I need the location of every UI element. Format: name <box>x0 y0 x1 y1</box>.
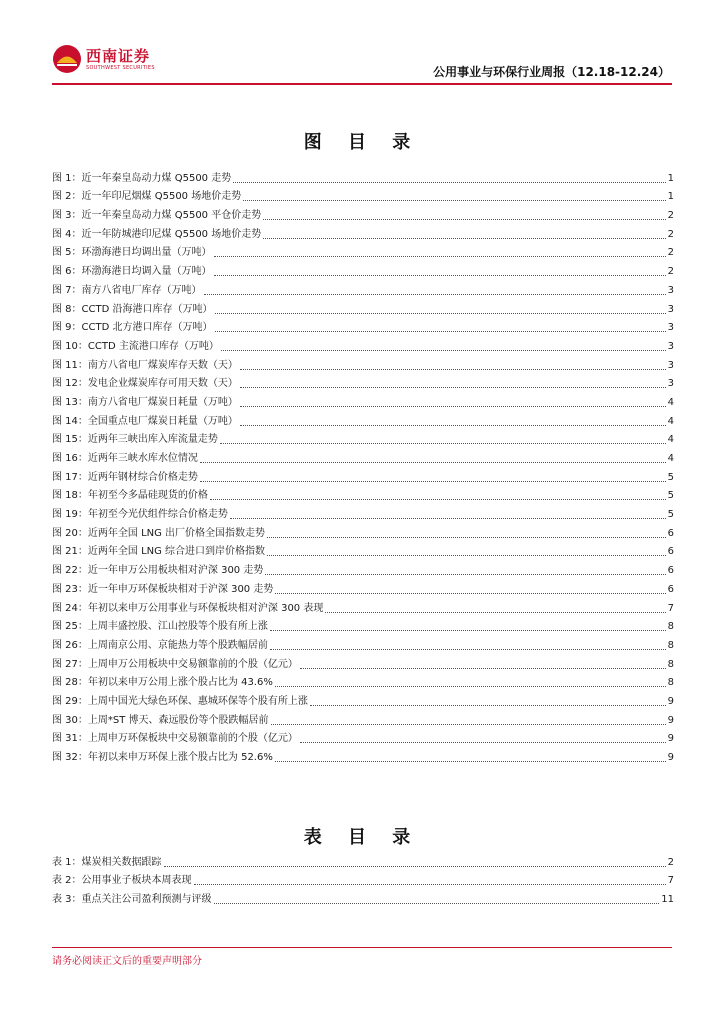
toc-dot-leader <box>240 369 666 370</box>
toc-entry-page: 5 <box>667 490 674 502</box>
toc-dot-leader <box>214 275 666 276</box>
toc-entry-label: 图 26：上周南京公用、京能热力等个股跌幅居前 <box>52 639 268 651</box>
toc-dot-leader <box>275 686 666 687</box>
figure-toc-entry[interactable] <box>52 390 674 409</box>
toc-entry-label: 图 28：年初以来申万公用上涨个股占比为 43.6% <box>52 677 273 689</box>
toc-entry-page: 3 <box>667 359 674 371</box>
table-toc-entry[interactable] <box>52 869 674 888</box>
figure-toc-entry[interactable] <box>52 465 674 484</box>
toc-entry-label: 图 4：近一年防城港印尼煤 Q5500 场地价走势 <box>52 228 262 240</box>
figure-toc-entry[interactable] <box>52 540 674 559</box>
figure-toc-entry[interactable] <box>52 166 674 185</box>
toc-dot-leader <box>240 425 666 426</box>
figure-toc-entry[interactable] <box>52 185 674 204</box>
toc-dot-leader <box>240 406 666 407</box>
toc-entry-label: 表 1：煤炭相关数据跟踪 <box>52 856 162 868</box>
toc-entry-page: 6 <box>667 565 674 577</box>
toc-dot-leader <box>215 331 666 332</box>
toc-entry-label: 图 10：CCTD 主流港口库存（万吨） <box>52 340 219 352</box>
figure-toc-entry[interactable] <box>52 372 674 391</box>
logo-english-name: SOUTHWEST SECURITIES <box>86 65 155 71</box>
figure-toc-entry[interactable] <box>52 446 674 465</box>
toc-dot-leader <box>215 313 666 314</box>
figure-toc-entry[interactable] <box>52 428 674 447</box>
toc-entry-page: 2 <box>667 856 674 868</box>
page-header <box>52 40 672 82</box>
toc-entry-page: 3 <box>667 378 674 390</box>
toc-entry-page: 4 <box>667 396 674 408</box>
figure-toc-entry[interactable] <box>52 203 674 222</box>
toc-dot-leader <box>200 481 666 482</box>
toc-entry-page: 7 <box>667 602 674 614</box>
footer-disclaimer: 请务必阅读正文后的重要声明部分 <box>52 956 202 967</box>
toc-entry-label: 图 14：全国重点电厂煤炭日耗量（万吨） <box>52 415 238 427</box>
figure-toc-entry[interactable] <box>52 558 674 577</box>
toc-entry-label: 图 23：近一年申万环保板块相对于沪深 300 走势 <box>52 583 274 595</box>
toc-dot-leader <box>230 518 666 519</box>
figure-toc-entry[interactable] <box>52 334 674 353</box>
toc-dot-leader <box>263 238 665 239</box>
toc-entry-label: 图 27：上周申万公用板块中交易额靠前的个股（亿元） <box>52 658 298 670</box>
toc-entry-page: 9 <box>667 733 674 745</box>
toc-entry-label: 图 24：年初以来申万公用事业与环保板块相对沪深 300 表现 <box>52 602 324 614</box>
toc-entry-label: 图 1：近一年秦皇岛动力煤 Q5500 走势 <box>52 172 232 184</box>
logo-chinese-name: 西南证券 <box>86 47 151 65</box>
figure-toc-entry[interactable] <box>52 615 674 634</box>
figure-toc-entry[interactable] <box>52 502 674 521</box>
toc-entry-page: 8 <box>667 677 674 689</box>
toc-entry-page: 2 <box>667 210 674 222</box>
toc-entry-label: 图 30：上周*ST 博天、森远股份等个股跌幅居前 <box>52 714 269 726</box>
toc-dot-leader <box>265 574 665 575</box>
figure-toc-entry[interactable] <box>52 577 674 596</box>
toc-entry-label: 图 32：年初以来申万环保上涨个股占比为 52.6% <box>52 752 273 763</box>
toc-entry-page: 6 <box>667 583 674 595</box>
toc-dot-leader <box>267 555 666 556</box>
toc-entry-page: 2 <box>667 228 674 240</box>
figure-toc-entry[interactable] <box>52 222 674 241</box>
toc-entry-page: 11 <box>661 894 674 906</box>
figure-toc-entry[interactable] <box>52 484 674 503</box>
toc-dot-leader <box>263 219 665 220</box>
toc-dot-leader <box>275 593 665 594</box>
toc-entry-label: 图 21：近两年全国 LNG 综合进口到岸价格指数 <box>52 546 266 558</box>
toc-entry-page: 8 <box>667 621 674 633</box>
toc-entry-label: 图 29：上周中国光大绿色环保、惠城环保等个股有所上涨 <box>52 695 308 707</box>
toc-entry-page: 6 <box>667 546 674 558</box>
toc-dot-leader <box>240 387 666 388</box>
figure-toc-entry[interactable] <box>52 278 674 297</box>
toc-entry-label: 图 16：近两年三峡水库水位情况 <box>52 453 198 464</box>
toc-entry-page: 4 <box>667 415 674 427</box>
figures-toc-title: 图 目 录 <box>303 132 421 153</box>
toc-entry-label: 图 3：近一年秦皇岛动力煤 Q5500 平仓价走势 <box>52 210 262 222</box>
toc-entry-page: 9 <box>667 752 674 763</box>
toc-dot-leader <box>243 200 665 201</box>
toc-entry-label: 图 2：近一年印尼烟煤 Q5500 场地价走势 <box>52 191 242 203</box>
toc-entry-page: 4 <box>667 453 674 464</box>
toc-entry-label: 图 7：南方八省电厂库存（万吨） <box>52 284 202 296</box>
toc-entry-label: 图 17：近两年钢材综合价格走势 <box>52 471 198 483</box>
header-divider <box>52 83 672 85</box>
toc-dot-leader <box>275 761 666 762</box>
toc-entry-page: 3 <box>667 284 674 296</box>
figure-toc-entry[interactable] <box>52 652 674 671</box>
toc-dot-leader <box>267 537 666 538</box>
toc-entry-label: 图 18：年初至今多晶硅现货的价格 <box>52 490 208 502</box>
toc-entry-label: 图 6：环渤海港日均调入量（万吨） <box>52 266 212 278</box>
toc-dot-leader <box>214 903 660 904</box>
toc-entry-label: 表 2：公用事业子板块本周表现 <box>52 875 192 887</box>
toc-entry-label: 图 9：CCTD 北方港口库存（万吨） <box>52 322 213 334</box>
figure-toc-entry[interactable] <box>52 409 674 428</box>
toc-entry-label: 图 22：近一年申万公用板块相对沪深 300 走势 <box>52 565 264 577</box>
tables-toc-title: 表 目 录 <box>303 827 421 848</box>
toc-entry-label: 图 20：近两年全国 LNG 出厂价格全国指数走势 <box>52 527 266 539</box>
toc-entry-page: 8 <box>667 639 674 651</box>
toc-dot-leader <box>220 443 666 444</box>
company-logo <box>52 44 202 78</box>
toc-dot-leader <box>200 462 666 463</box>
toc-entry-page: 1 <box>667 191 674 203</box>
toc-entry-label: 表 3：重点关注公司盈利预测与评级 <box>52 894 212 906</box>
toc-dot-leader <box>214 256 666 257</box>
toc-entry-page: 4 <box>667 434 674 446</box>
toc-entry-label: 图 11：南方八省电厂煤炭库存天数（天） <box>52 359 238 371</box>
toc-entry-page: 2 <box>667 266 674 278</box>
tables-toc-list <box>52 850 674 906</box>
toc-dot-leader <box>271 724 666 725</box>
figure-toc-entry[interactable] <box>52 689 674 708</box>
toc-dot-leader <box>164 866 666 867</box>
toc-dot-leader <box>204 294 666 295</box>
toc-entry-label: 图 5：环渤海港日均调出量（万吨） <box>52 247 212 259</box>
figure-toc-entry[interactable] <box>52 297 674 316</box>
toc-entry-page: 3 <box>667 322 674 334</box>
figure-toc-entry[interactable] <box>52 727 674 746</box>
toc-entry-label: 图 31：上周申万环保板块中交易额靠前的个股（亿元） <box>52 733 298 745</box>
table-toc-entry[interactable] <box>52 887 674 906</box>
toc-dot-leader <box>221 350 666 351</box>
toc-entry-page: 5 <box>667 509 674 521</box>
figure-toc-entry[interactable] <box>52 521 674 540</box>
toc-entry-page: 3 <box>667 303 674 315</box>
toc-dot-leader <box>310 705 666 706</box>
toc-dot-leader <box>300 668 666 669</box>
footer-divider <box>52 947 672 948</box>
toc-entry-page: 1 <box>667 172 674 184</box>
report-title: 公用事业与环保行业周报（12.18-12.24） <box>433 65 670 79</box>
toc-entry-page: 5 <box>667 471 674 483</box>
toc-entry-page: 9 <box>667 695 674 707</box>
toc-entry-label: 图 19：年初至今光伏组件综合价格走势 <box>52 509 228 521</box>
toc-entry-page: 9 <box>667 714 674 726</box>
figure-toc-entry[interactable] <box>52 353 674 372</box>
figures-toc-list <box>52 166 674 764</box>
toc-dot-leader <box>325 612 665 613</box>
toc-dot-leader <box>210 499 666 500</box>
figure-toc-entry[interactable] <box>52 708 674 727</box>
figure-toc-entry[interactable] <box>52 671 674 690</box>
figure-toc-entry[interactable] <box>52 596 674 615</box>
toc-entry-label: 图 13：南方八省电厂煤炭日耗量（万吨） <box>52 396 238 408</box>
toc-entry-page: 3 <box>667 340 674 352</box>
toc-entry-page: 2 <box>667 247 674 259</box>
table-toc-entry[interactable] <box>52 850 674 869</box>
toc-entry-label: 图 12：发电企业煤炭库存可用天数（天） <box>52 378 238 390</box>
figure-toc-entry[interactable] <box>52 633 674 652</box>
toc-dot-leader <box>270 649 666 650</box>
figure-toc-entry[interactable] <box>52 241 674 260</box>
toc-dot-leader <box>194 884 666 885</box>
figure-toc-entry[interactable] <box>52 745 674 764</box>
toc-dot-leader <box>300 742 666 743</box>
toc-entry-page: 7 <box>667 875 674 887</box>
toc-entry-label: 图 15：近两年三峡出库入库流量走势 <box>52 434 218 446</box>
toc-entry-label: 图 8：CCTD 沿海港口库存（万吨） <box>52 303 213 315</box>
figure-toc-entry[interactable] <box>52 316 674 335</box>
toc-entry-page: 8 <box>667 658 674 670</box>
toc-dot-leader <box>233 182 665 183</box>
figure-toc-entry[interactable] <box>52 259 674 278</box>
logo-mark-icon <box>52 44 82 74</box>
toc-entry-page: 6 <box>667 527 674 539</box>
toc-dot-leader <box>270 630 666 631</box>
toc-entry-label: 图 25：上周丰盛控股、江山控股等个股有所上涨 <box>52 621 268 633</box>
